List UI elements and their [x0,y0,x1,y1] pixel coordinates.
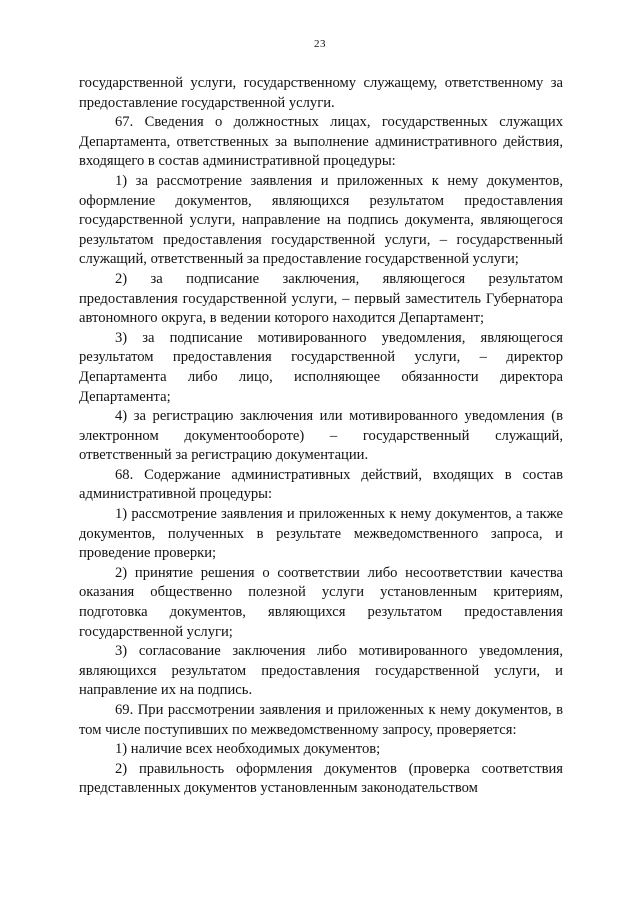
paragraph-68-item-1: 1) рассмотрение заявления и приложенных к нему документов, а также документов, полученных в результате межведомственного запроса, и проведение проверки; [79,506,563,562]
paragraph-68: 68. Содержание административных действий, входящих в состав административной процедуры: [79,466,563,503]
paragraph-67-item-2: 2) за подписание заключения, являющегося результатом предоставления государственной услуги, – первый заместитель Губернатора автономного округа, в ведении которого находится Департамент; [79,270,563,327]
paragraph-continuation: государственной услуги, государственному служащему, ответственному за предоставление государственной услуги. [79,75,563,111]
paragraph-69-item-2: 2) правильность оформления документов (проверка соответствия представленных документов установленным законодательством [79,760,563,797]
paragraph-67-item-4: 4) за регистрацию заключения или мотивированного уведомления (в электронном документообороте) – государственный служащий, ответственный за регистрацию документации. [79,408,563,464]
paragraph-68-item-2: 2) принятие решения о соответствии либо несоответствии качества оказания общественно полезной услуги установленным критериям, подготовка документов, являющихся результатом предоставления государственной услуги; [79,564,563,640]
document-body [79,74,563,799]
paragraph-67-item-3: 3) за подписание мотивированного уведомления, являющегося результатом предоставления государственной услуги, – директор Департамента либо лицо, исполняющее обязанности директора Департамента; [79,329,563,405]
paragraph-67-item-1: 1) за рассмотрение заявления и приложенных к нему документов, оформление документов, являющихся результатом предоставления государственной услуги, направление на подпись документа, являющегося результатом предоставления государственной услуги, – государственный служащий, ответственный за предоставление государственной услуги; [79,172,563,268]
paragraph-69: 69. При рассмотрении заявления и приложенных к нему документов, в том числе поступивших по межведомственному запросу, проверяется: [79,702,563,738]
paragraph-68-item-3: 3) согласование заключения либо мотивированного уведомления, являющихся результатом предоставления государственной услуги, и направление их на подпись. [79,643,563,699]
page-number: 23 [314,38,326,50]
paragraph-69-item-1: 1) наличие всех необходимых документов; [115,741,381,758]
paragraph-67: 67. Сведения о должностных лицах, государственных служащих Департамента, ответственных за выполнение административного действия, входящего в состав административной процедуры: [79,114,563,170]
